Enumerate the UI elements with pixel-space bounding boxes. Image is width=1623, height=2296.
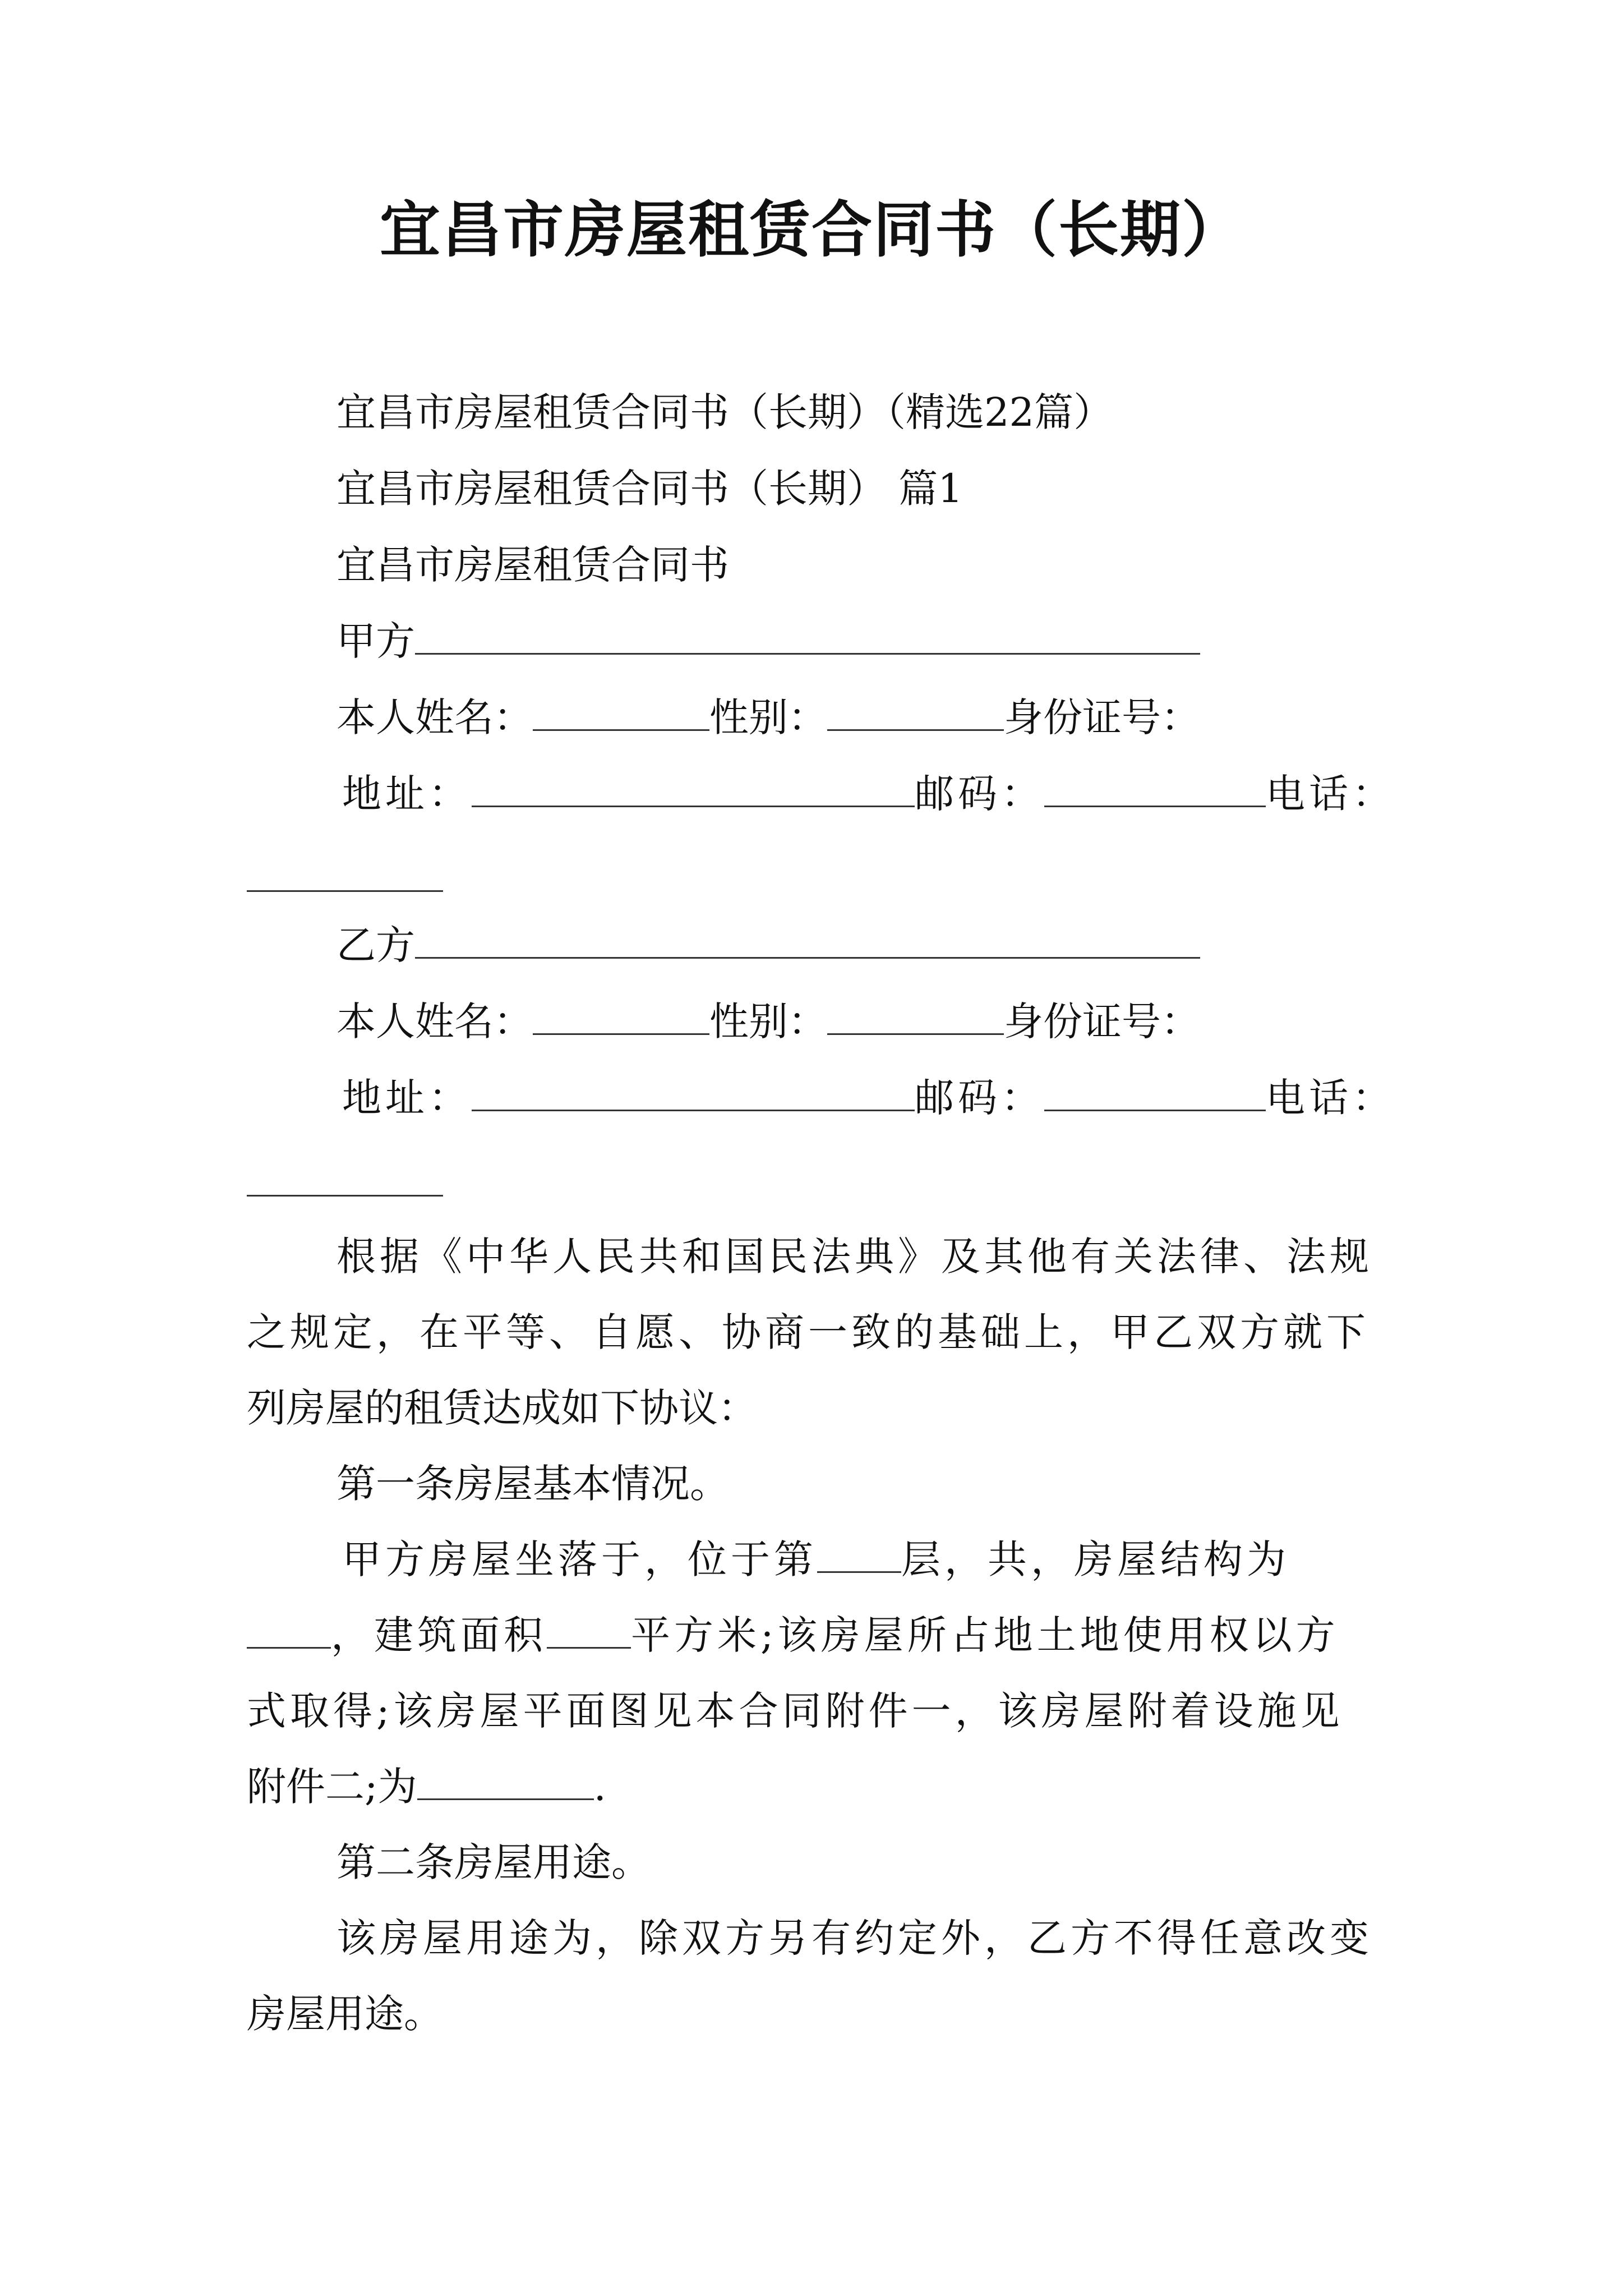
party-b-gender-blank[interactable] [827, 996, 1004, 1035]
party-b-address-label: 地址： [342, 1075, 472, 1121]
article-1-attachment-text: 附件二;为 [247, 1764, 417, 1810]
party-b-name-label: 本人姓名： [336, 999, 533, 1045]
party-b-name-blank[interactable] [533, 996, 709, 1035]
article-2-line-2: 房屋用途。 [247, 1991, 443, 2037]
article-1-line-2 [247, 1610, 1339, 1660]
party-a-name-blank[interactable] [533, 692, 709, 731]
party-b-blank[interactable] [415, 920, 1200, 959]
party-b-gender-label: 性别： [709, 999, 827, 1045]
party-a-contact-line [342, 769, 1395, 819]
party-a-postcode-label: 邮码： [915, 771, 1044, 817]
party-b-contact-line [342, 1073, 1395, 1123]
party-b-id-label: 身份证号： [1004, 999, 1200, 1045]
document-title: 宜昌市房屋租赁合同书（长期） [379, 195, 1243, 265]
party-b-phone-blank[interactable] [247, 1195, 443, 1197]
party-a-address-blank[interactable] [472, 769, 915, 807]
article-1-land-text: 平方米;该房屋所占地土地使用权以方 [631, 1612, 1339, 1658]
party-b-label: 乙方 [336, 922, 415, 968]
party-a-phone-blank[interactable] [247, 890, 443, 892]
article-heading: 宜昌市房屋租赁合同书（长期） 篇1 [336, 466, 963, 512]
party-a-label: 甲方 [336, 618, 415, 664]
article-2-title: 第二条房屋用途。 [336, 1839, 651, 1885]
party-b-identity-line [336, 996, 1200, 1047]
preamble-line-3: 列房屋的租赁达成如下协议： [247, 1385, 757, 1431]
party-b-postcode-blank[interactable] [1044, 1073, 1266, 1111]
party-a-phone-label: 电话： [1266, 771, 1395, 817]
article-1-area-text: ，建筑面积 [331, 1612, 547, 1658]
article-1-title: 第一条房屋基本情况。 [336, 1461, 729, 1507]
article-1-line-3: 式取得;该房屋平面图见本合同附件一，该房屋附着设施见 [247, 1688, 1344, 1734]
preamble-line-1: 根据《中华人民共和国民法典》及其他有关法律、法规 [336, 1234, 1373, 1280]
contract-name: 宜昌市房屋租赁合同书 [336, 542, 729, 588]
article-1-line-1 [342, 1534, 1290, 1585]
article-1-period: . [593, 1764, 606, 1810]
collection-title: 宜昌市房屋租赁合同书（长期）（精选22篇） [336, 389, 1113, 435]
party-b-phone-label: 电话： [1266, 1075, 1395, 1121]
party-a-id-label: 身份证号： [1004, 694, 1200, 740]
article-1-structure-text: 层，共，房屋结构为 [901, 1536, 1290, 1582]
preamble-line-2: 之规定，在平等、自愿、协商一致的基础上，甲乙双方就下 [247, 1309, 1370, 1355]
party-a-line [336, 616, 1200, 666]
party-a-gender-label: 性别： [709, 694, 827, 740]
party-a-address-label: 地址： [342, 771, 472, 817]
party-a-name-label: 本人姓名： [336, 694, 533, 740]
structure-blank[interactable] [247, 1610, 331, 1649]
floor-blank[interactable] [817, 1534, 901, 1573]
area-blank[interactable] [547, 1610, 631, 1649]
attachment-blank[interactable] [417, 1761, 594, 1800]
party-b-address-blank[interactable] [472, 1073, 915, 1111]
party-a-postcode-blank[interactable] [1044, 769, 1266, 807]
article-1-line-4 [247, 1761, 606, 1812]
party-a-gender-blank[interactable] [827, 692, 1004, 731]
party-b-line [336, 920, 1200, 970]
party-b-postcode-label: 邮码： [915, 1075, 1044, 1121]
article-2-line-1: 该房屋用途为，除双方另有约定外，乙方不得任意改变 [336, 1915, 1373, 1961]
article-1-location-text: 甲方房屋坐落于，位于第 [342, 1536, 817, 1582]
party-a-identity-line [336, 692, 1200, 743]
party-a-blank[interactable] [415, 616, 1200, 655]
